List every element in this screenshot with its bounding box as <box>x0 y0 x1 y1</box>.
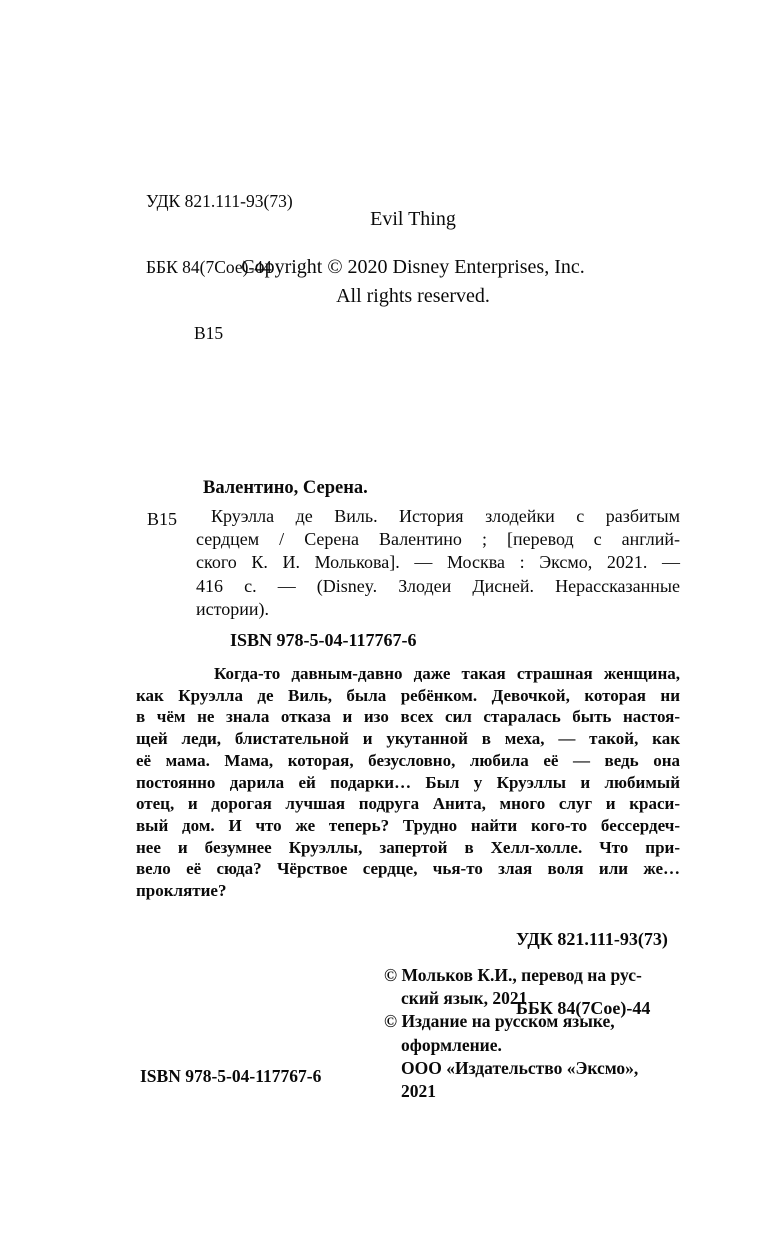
catalog-isbn: ISBN 978-5-04-117767-6 <box>230 630 417 650</box>
bottom-bbk-code: ББК 84(7Сое)-44 <box>516 998 651 1018</box>
top-bbk-code: ББК 84(7Сое)-44 <box>146 257 272 277</box>
original-title: Evil Thing <box>370 208 456 230</box>
top-author-sign: В15 <box>194 323 224 343</box>
rights-reserved-line: All rights reserved. <box>336 285 490 307</box>
catalog-author-heading: Валентино, Серена. <box>203 478 368 498</box>
translation-credit: © Мольков К.И., перевод на рус- ский язык, 2021 <box>384 965 642 1009</box>
copyright-credits <box>384 964 686 1103</box>
bottom-udk-code: УДК 821.111-93(73) <box>516 929 668 949</box>
copyright-notice <box>146 253 680 311</box>
catalog-description: Круэлла де Виль. История злодейки с разбитым сердцем / Серена Валентино ; [перевод с англий- ского К. И. Молькова]. — Москва : Эксмо, 2021. — 416 с. — (Disney. Злодеи Дисней. Нерассказанные истории). <box>196 506 680 619</box>
copyright-line: Copyright © 2020 Disney Enterprises, Inc. <box>241 256 585 278</box>
annotation-text: Когда-то давным-давно даже такая страшная женщина, как Круэлла де Виль, была ребёнком. Девочкой, которая ни в чём не знала отказа и изо всех сил старалась быть настоя- щей леди, блистательной и укутанной в меха, — такой, как её мама. Мама, которая, безусловно, любила её — ведь она постоянно дарила ей подарки… Был у Круэллы и любимый отец, и дорогая лучшая подруга Анита, много слуг и краси- вый дом. И что же теперь? Трудно найти кого-то бессердеч- нее и безумнее Круэллы, запертой в Хелл-холле. Что при- вело её сюда? Чёрствое сердце, чья-то злая воля или же… проклятие? <box>136 664 680 901</box>
catalog-author-sign: В15 <box>147 509 178 529</box>
bottom-isbn: ISBN 978-5-04-117767-6 <box>140 1066 322 1086</box>
publisher-credit: © Издание на русском языке, оформление. ООО «Издательство «Эксмо», 2021 <box>384 1011 639 1102</box>
top-udk-code: УДК 821.111-93(73) <box>146 191 293 211</box>
